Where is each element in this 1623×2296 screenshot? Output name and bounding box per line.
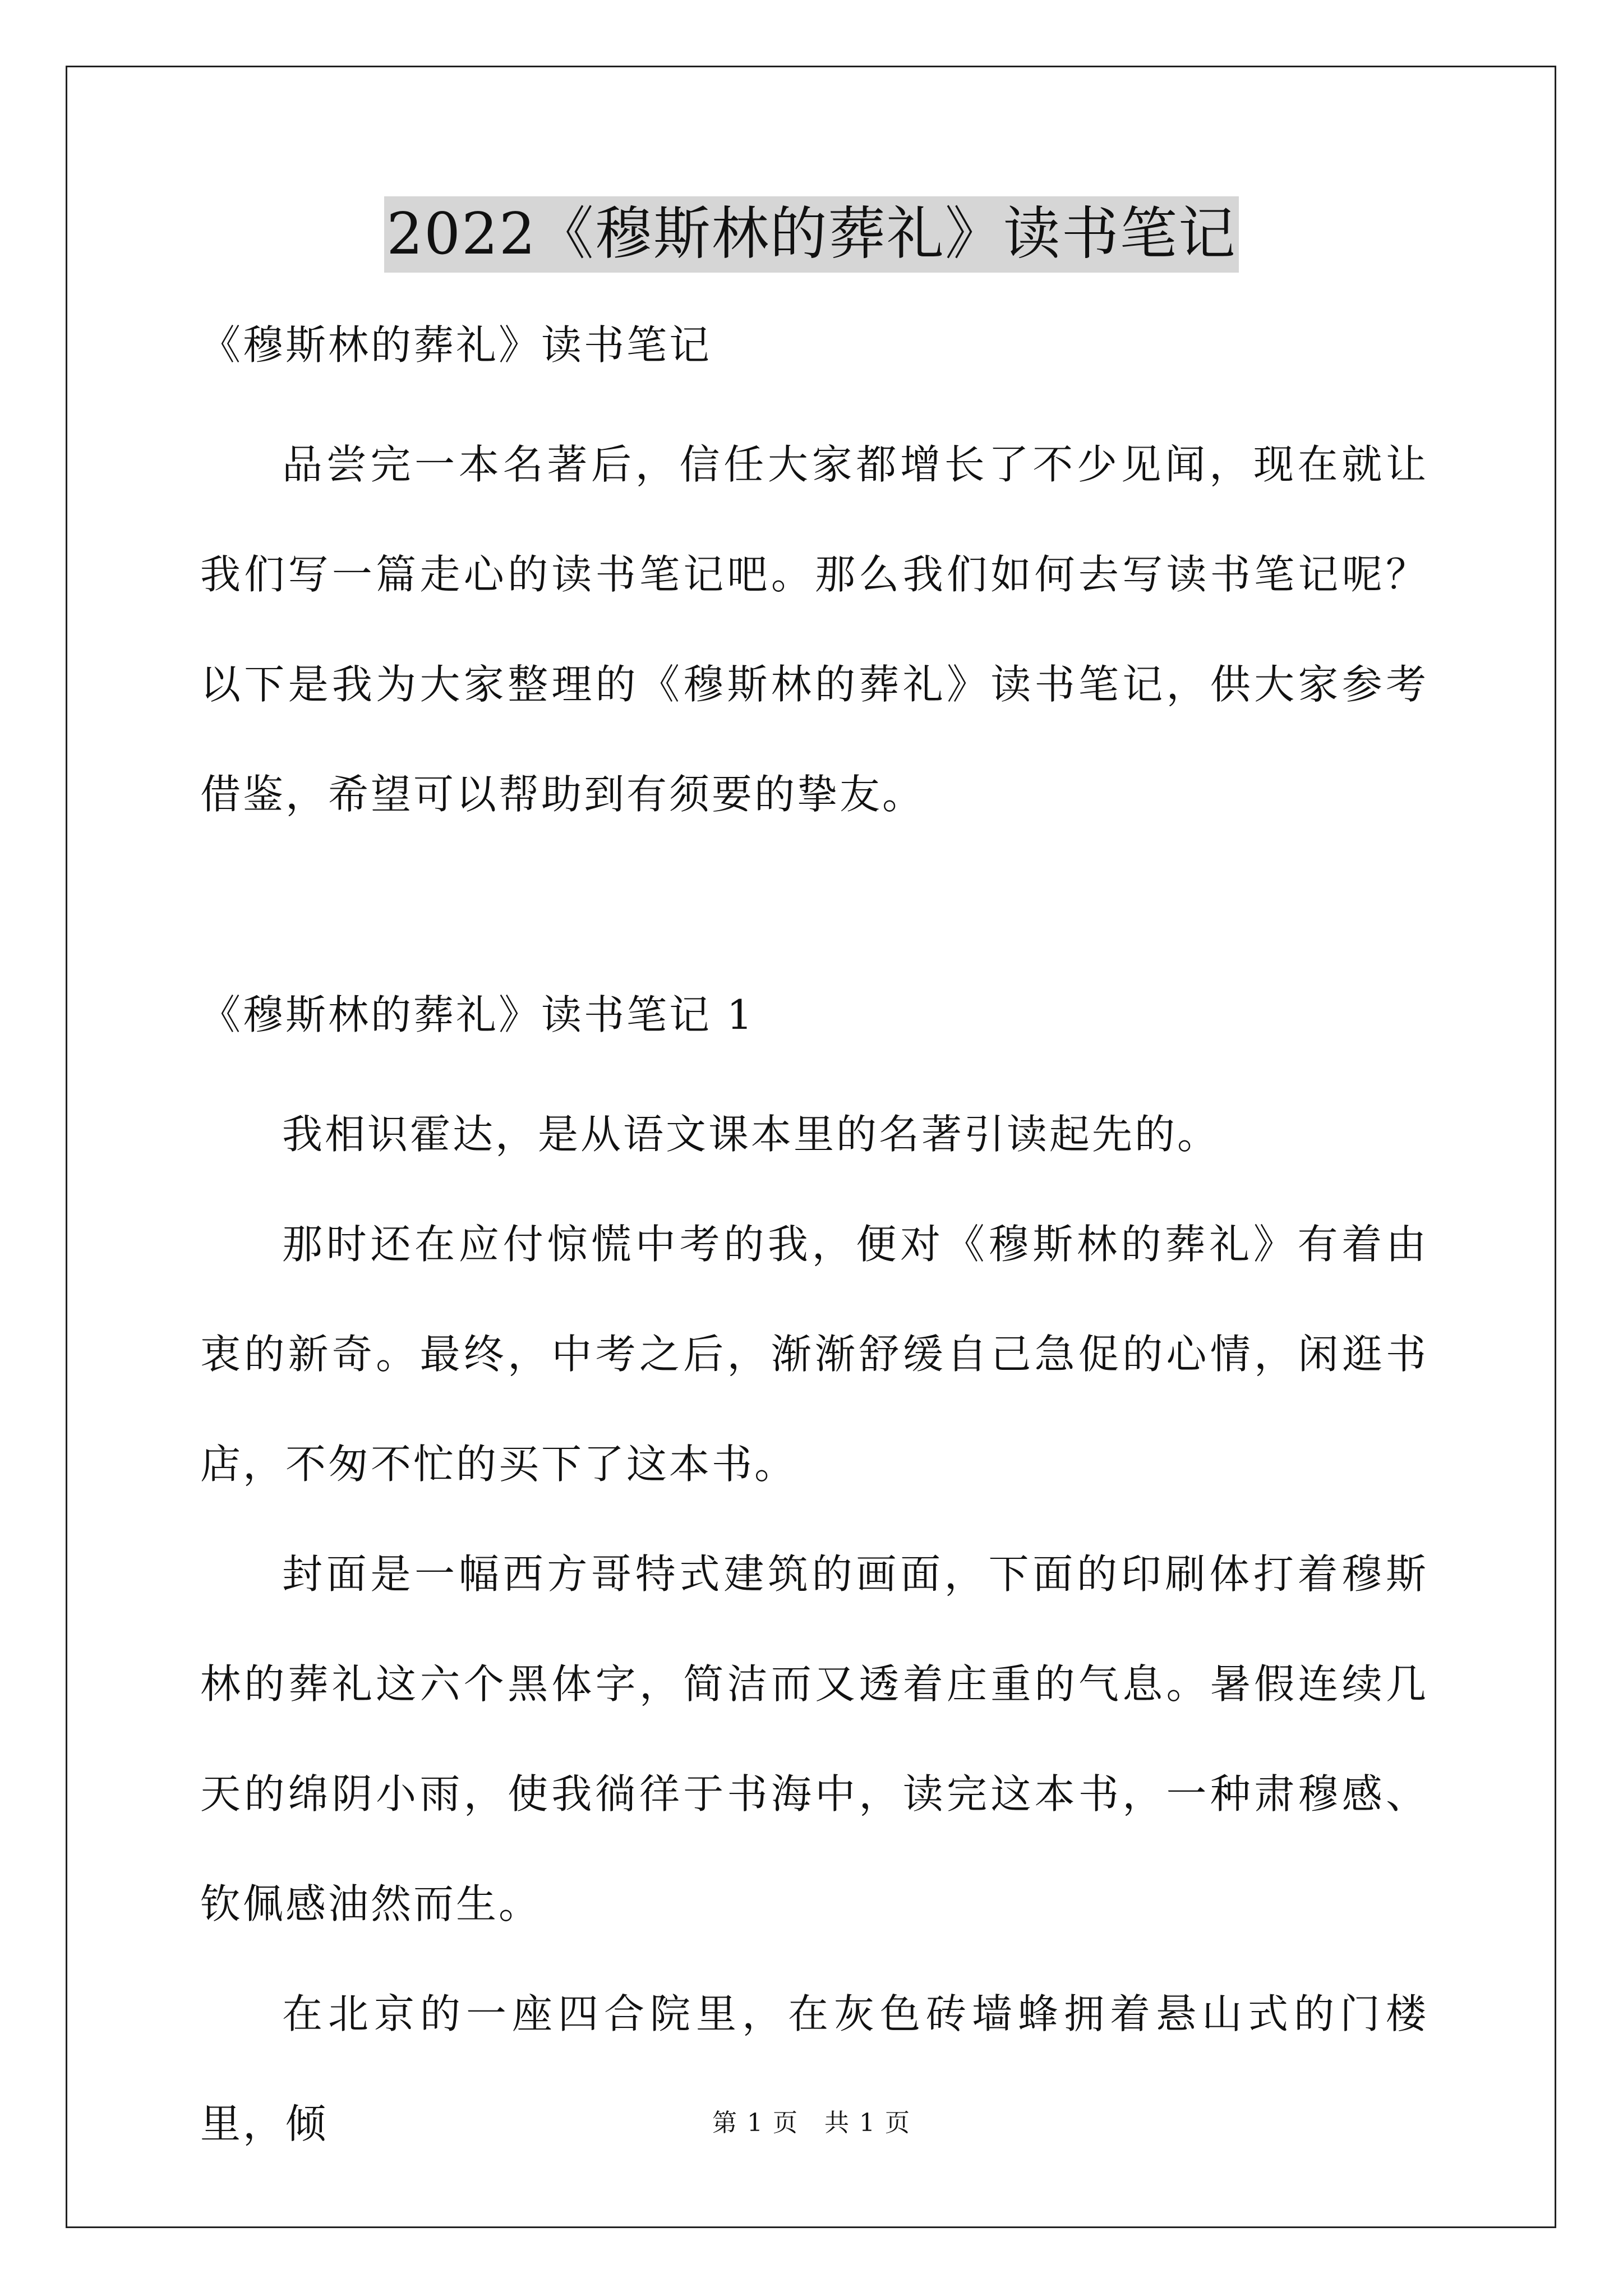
document-body xyxy=(200,314,1428,2179)
section1-paragraph-1: 我相识霍达，是从语文课本里的名著引读起先的。 xyxy=(282,1111,1220,1158)
section1-heading: 《穆斯林的葬礼》读书笔记 1 xyxy=(200,991,755,1038)
spacer xyxy=(200,1046,1428,1079)
intro-heading: 《穆斯林的葬礼》读书笔记 xyxy=(200,321,712,369)
title-container xyxy=(0,196,1623,273)
page-footer: 第 1 页 共 1 页 xyxy=(712,2109,911,2137)
spacer xyxy=(200,849,1428,984)
spacer xyxy=(200,376,1428,409)
document-title: 2022《穆斯林的葬礼》读书笔记 xyxy=(384,196,1239,273)
section1-paragraph-2: 那时还在应付惊慌中考的我，便对《穆斯林的葬礼》有着由衷的新奇。最终，中考之后，渐渐舒缓自己急促的心情，闲逛书店，不匆不忙的买下了这本书。 xyxy=(200,1221,1428,1488)
section1-paragraph-4: 在北京的一座四合院里，在灰色砖墙蜂拥着悬山式的门楼里，倾 xyxy=(200,1990,1428,2147)
section1-paragraph-3: 封面是一幅西方哥特式建筑的画面，下面的印刷体打着穆斯林的葬礼这六个黑体字，简洁而又透着庄重的气息。暑假连续几天的绵阴小雨，使我徜徉于书海中，读完这本书，一种肃穆感、钦佩感油然而生。 xyxy=(200,1550,1428,1927)
intro-paragraph: 品尝完一本名著后，信任大家都增长了不少见闻，现在就让我们写一篇走心的读书笔记吧。那么我们如何去写读书笔记呢？以下是我为大家整理的《穆斯林的葬礼》读书笔记，供大家参考借鉴，希望可以帮助到有须要的挚友。 xyxy=(200,441,1428,818)
